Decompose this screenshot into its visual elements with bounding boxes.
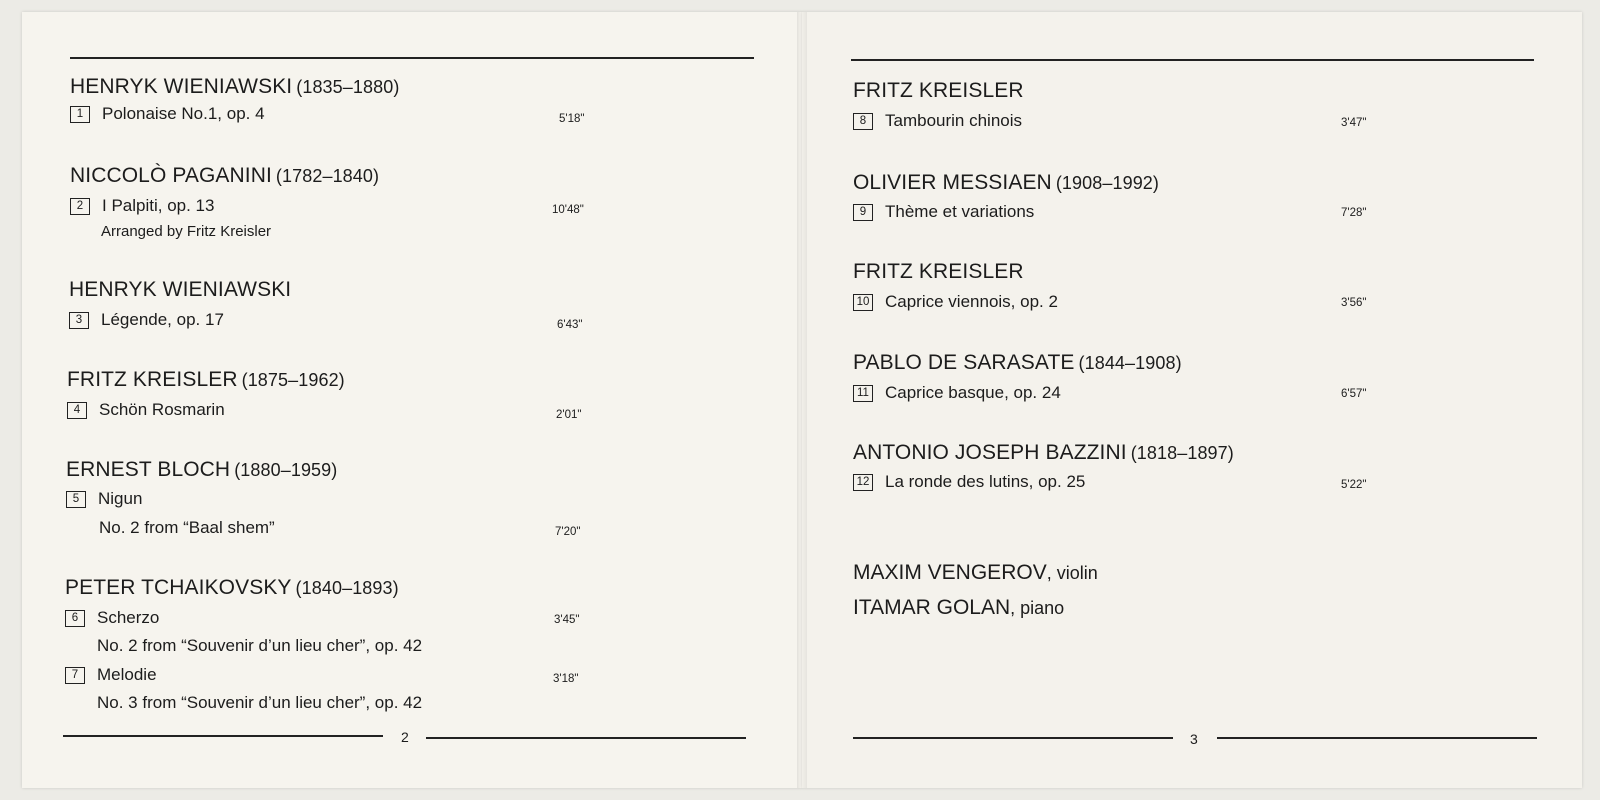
track-row xyxy=(66,489,142,509)
track-title: Légende, op. 17 xyxy=(101,310,224,329)
track-title: Thème et variations xyxy=(885,202,1035,221)
composer-heading: ERNEST BLOCH (1880–1959) xyxy=(66,458,338,481)
composer-heading: FRITZ KREISLER (1875–1962) xyxy=(67,368,345,391)
performer-piano: ITAMAR GOLAN, piano xyxy=(853,596,1065,619)
track-title: Polonaise No.1, op. 4 xyxy=(102,104,265,123)
track-number: 12 xyxy=(853,474,873,491)
track-duration: 3'18" xyxy=(553,673,579,685)
track-subtitle: No. 3 from “Souvenir d’un lieu cher”, op. 42 xyxy=(97,693,423,712)
track-row xyxy=(853,111,1022,131)
track-duration: 7'20" xyxy=(555,526,581,538)
track-row xyxy=(70,104,265,124)
track-subtitle: No. 2 from “Souvenir d’un lieu cher”, op. 42 xyxy=(97,636,423,655)
track-duration: 2'01" xyxy=(556,409,582,421)
composer-heading: OLIVIER MESSIAEN (1908–1992) xyxy=(853,171,1160,194)
composer-heading: ANTONIO JOSEPH BAZZINI (1818–1897) xyxy=(853,441,1234,464)
track-title: Caprice basque, op. 24 xyxy=(885,383,1061,402)
track-title: Schön Rosmarin xyxy=(99,400,225,419)
track-number: 2 xyxy=(70,198,90,215)
track-duration: 3'45" xyxy=(554,614,580,626)
track-title: La ronde des lutins, op. 25 xyxy=(885,472,1086,491)
track-title: I Palpiti, op. 13 xyxy=(102,196,215,215)
track-number: 3 xyxy=(69,312,89,329)
track-number: 4 xyxy=(67,402,87,419)
page-number-left: 2 xyxy=(401,729,409,745)
track-number: 7 xyxy=(65,667,85,684)
composer-heading: HENRYK WIENIAWSKI (1835–1880) xyxy=(70,75,400,98)
track-duration: 6'43" xyxy=(557,319,583,331)
composer-heading: PETER TCHAIKOVSKY (1840–1893) xyxy=(65,576,399,599)
track-row xyxy=(853,292,1058,312)
bottom-rule-right-a xyxy=(853,737,1173,739)
track-title: Caprice viennois, op. 2 xyxy=(885,292,1058,311)
bottom-rule-left-a xyxy=(63,735,383,737)
track-row xyxy=(70,196,214,216)
track-duration: 7'28" xyxy=(1341,207,1367,219)
track-number: 11 xyxy=(853,385,873,402)
track-title: Scherzo xyxy=(97,608,160,627)
performer-violin: MAXIM VENGEROV, violin xyxy=(853,561,1098,584)
track-duration: 3'56" xyxy=(1341,297,1367,309)
composer-heading: FRITZ KREISLER xyxy=(853,79,1024,102)
track-number: 9 xyxy=(853,204,873,221)
top-rule-right xyxy=(851,59,1534,61)
track-number: 1 xyxy=(70,106,90,123)
track-row xyxy=(853,472,1085,492)
composer-heading: NICCOLÒ PAGANINI (1782–1840) xyxy=(70,164,380,187)
track-row xyxy=(65,665,157,685)
track-duration: 6'57" xyxy=(1341,388,1367,400)
page-number-right: 3 xyxy=(1190,731,1198,747)
track-title: Melodie xyxy=(97,665,157,684)
top-rule-left xyxy=(70,57,754,59)
track-number: 6 xyxy=(65,610,85,627)
track-row xyxy=(853,383,1061,403)
show-through-text xyxy=(1192,86,1510,766)
book-fold xyxy=(797,12,807,788)
track-duration: 5'18" xyxy=(559,113,585,125)
track-title: Tambourin chinois xyxy=(885,111,1023,130)
track-duration: 10'48" xyxy=(552,204,584,216)
composer-heading: PABLO DE SARASATE (1844–1908) xyxy=(853,351,1182,374)
track-title: Nigun xyxy=(98,489,143,508)
track-number: 8 xyxy=(853,113,873,130)
track-number: 10 xyxy=(853,294,873,311)
composer-heading: FRITZ KREISLER xyxy=(853,260,1024,283)
composer-heading: HENRYK WIENIAWSKI xyxy=(69,278,292,301)
arranger-note: Arranged by Fritz Kreisler xyxy=(101,223,272,240)
bottom-rule-right-b xyxy=(1217,737,1537,739)
track-number: 5 xyxy=(66,491,86,508)
track-duration: 3'47" xyxy=(1341,117,1367,129)
bottom-rule-left-b xyxy=(426,737,746,739)
track-subtitle: No. 2 from “Baal shem” xyxy=(99,518,275,537)
track-duration: 5'22" xyxy=(1341,479,1367,491)
track-row xyxy=(853,202,1034,222)
track-row xyxy=(69,310,224,330)
track-row xyxy=(67,400,225,420)
track-row xyxy=(65,608,159,628)
